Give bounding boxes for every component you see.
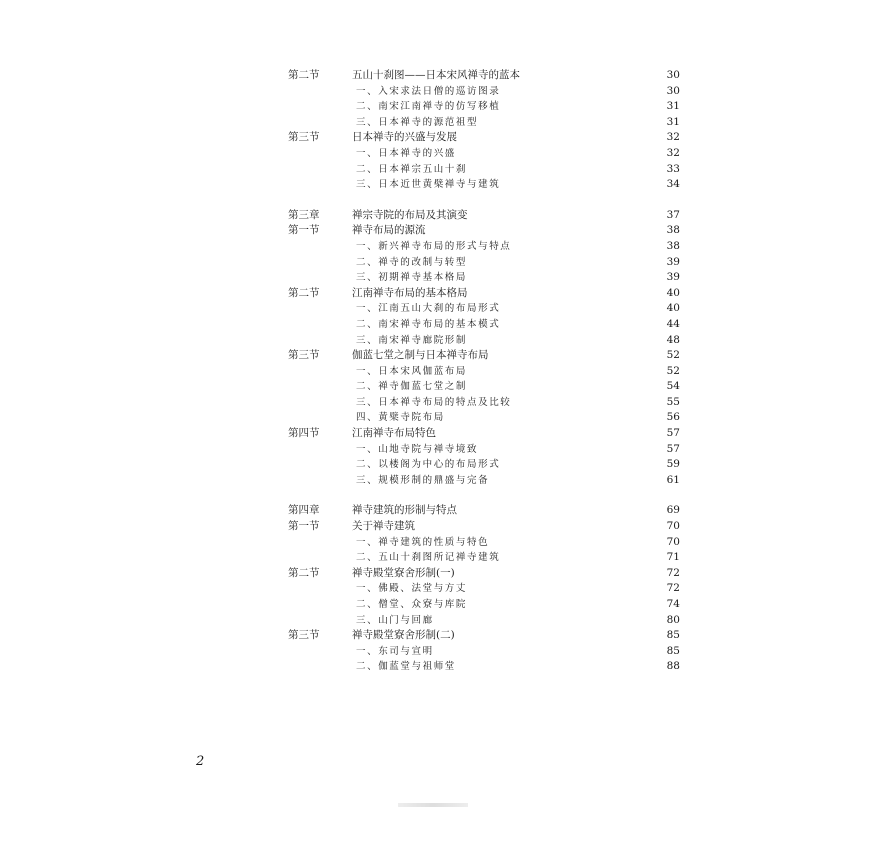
- toc-page-number: 70: [666, 535, 680, 548]
- toc-sub-title: 一、日本禅寺的兴盛: [356, 147, 456, 159]
- toc-page-number: 61: [666, 473, 680, 486]
- toc-sub-row: [288, 644, 680, 660]
- toc-sub-title: 一、新兴禅寺布局的形式与特点: [356, 240, 512, 252]
- toc-sub-row: [288, 146, 680, 162]
- toc-section-title: 禅寺布局的源流: [352, 224, 426, 237]
- toc-sub-title: 三、南宋禅寺廊院形制: [356, 334, 468, 346]
- toc-page-number: 52: [666, 364, 680, 377]
- toc-chapter-title: 禅宗寺院的布局及其演变: [352, 208, 468, 221]
- toc-sub-title: 一、东司与宣明: [356, 645, 434, 657]
- toc-page-number: 39: [666, 255, 680, 268]
- toc-section-row: [288, 68, 680, 84]
- toc-page-number: 31: [666, 115, 680, 128]
- toc-page-number: 80: [666, 613, 680, 626]
- toc-section-title: 禅寺殿堂寮舍形制(一): [352, 566, 455, 579]
- toc-sub-row: [288, 177, 680, 193]
- toc-sub-row: [288, 473, 680, 489]
- toc-section-label: 第三节: [288, 349, 320, 362]
- toc-section-label: 第一节: [288, 224, 320, 237]
- toc-section-row: [288, 426, 680, 442]
- toc-sub-title: 一、日本宋风伽蓝布局: [356, 365, 468, 377]
- toc-sub-row: [288, 84, 680, 100]
- toc-section-row: [288, 130, 680, 146]
- toc-sub-title: 一、禅寺建筑的性质与特色: [356, 536, 490, 548]
- toc-section-title: 日本禅寺的兴盛与发展: [352, 131, 457, 144]
- toc-page-number: 71: [666, 551, 680, 564]
- toc-page-number: 31: [666, 100, 680, 113]
- toc-sub-title: 二、僧堂、众寮与库院: [356, 599, 468, 610]
- toc-page-number: 74: [666, 598, 680, 610]
- toc-page-number: 30: [666, 69, 680, 81]
- toc-page-number: 40: [666, 286, 680, 299]
- toc-sub-title: 三、日本禅寺布局的特点及比较: [356, 396, 512, 408]
- toc-page-number: 69: [666, 504, 680, 517]
- toc-sub-row: [288, 301, 680, 317]
- toc-section-row: [288, 286, 680, 302]
- toc-chapter-label: 第四章: [288, 504, 320, 517]
- toc-page-number: 52: [666, 349, 680, 362]
- toc-sub-title: 一、入宋求法日僧的巡访图录: [356, 85, 501, 97]
- toc-section-title: 江南禅寺布局特色: [352, 427, 436, 440]
- toc-page-number: 32: [666, 131, 680, 144]
- toc-page-number: 57: [666, 427, 680, 440]
- toc-section-row: [288, 519, 680, 535]
- toc-page-number: 55: [666, 395, 680, 408]
- toc-sub-row: [288, 410, 680, 426]
- toc-section-label: 第一节: [288, 520, 320, 533]
- toc-sub-row: [288, 535, 680, 551]
- toc-sub-title: 一、佛殿、法堂与方丈: [356, 583, 468, 595]
- toc-page-number: 40: [666, 302, 680, 315]
- toc-page-number: 54: [666, 380, 680, 393]
- toc-section-row: [288, 348, 680, 364]
- toc-section-title: 关于禅寺建筑: [352, 520, 415, 533]
- toc-page-number: 39: [666, 271, 680, 284]
- toc-sub-title: 一、江南五山大刹的布局形式: [356, 303, 501, 315]
- toc-sub-row: [288, 550, 680, 566]
- scan-smudge: [398, 803, 468, 807]
- toc-section-label: 第三节: [288, 629, 320, 642]
- toc-page-number: 85: [666, 629, 680, 642]
- toc-sub-row: [288, 333, 680, 349]
- page-number: 2: [196, 754, 205, 769]
- toc-sub-row: [288, 255, 680, 271]
- toc-section-label: 第二节: [288, 69, 320, 81]
- toc-page-number: 85: [666, 644, 680, 657]
- toc-page-number: 70: [666, 520, 680, 533]
- toc-page-number: 56: [666, 411, 680, 424]
- toc-page-number: 59: [666, 458, 680, 471]
- toc-page-number: 88: [666, 660, 680, 673]
- toc-sub-row: [288, 270, 680, 286]
- toc-sub-row: [288, 115, 680, 131]
- toc-sub-title: 三、山门与回廊: [356, 614, 434, 626]
- toc-chapter-label: 第三章: [288, 208, 320, 221]
- toc-page-number: 72: [666, 582, 680, 595]
- toc-sub-title: 二、以楼阁为中心的布局形式: [356, 459, 501, 471]
- toc-sub-title: 二、五山十刹图所记禅寺建筑: [356, 552, 501, 564]
- toc-section-row: [288, 628, 680, 644]
- toc-page-number: 38: [666, 224, 680, 237]
- toc-page-number: 38: [666, 239, 680, 252]
- toc-sub-title: 三、初期禅寺基本格局: [356, 272, 468, 284]
- toc-gap: [288, 488, 680, 503]
- toc-sub-title: 二、禅寺伽蓝七堂之制: [356, 381, 468, 393]
- toc-section-label: 第二节: [288, 566, 320, 579]
- toc-sub-row: [288, 613, 680, 629]
- toc-section-title: 五山十刹图——日本宋风禅寺的蓝本: [352, 69, 520, 81]
- toc-sub-title: 二、南宋江南禅寺的仿写移植: [356, 101, 501, 113]
- toc-chapter-row: [288, 503, 680, 519]
- toc-sub-title: 二、南宋禅寺布局的基本模式: [356, 318, 501, 330]
- toc-chapter-row: [288, 208, 680, 224]
- toc-section-row: [288, 223, 680, 239]
- toc-page-number: 32: [666, 146, 680, 159]
- toc-sub-title: 二、禅寺的改制与转型: [356, 256, 468, 268]
- toc-section-title: 伽蓝七堂之制与日本禅寺布局: [352, 349, 489, 362]
- toc-page-number: 72: [666, 566, 680, 579]
- toc-sub-title: 三、日本近世黄檗禅寺与建筑: [356, 179, 501, 191]
- toc-sub-row: [288, 379, 680, 395]
- toc-sub-title: 一、山地寺院与禅寺境致: [356, 443, 479, 455]
- toc-sub-row: [288, 581, 680, 597]
- toc-section-label: 第三节: [288, 131, 320, 144]
- toc-sub-row: [288, 99, 680, 115]
- toc-page-number: 48: [666, 333, 680, 346]
- toc-sub-row: [288, 395, 680, 411]
- toc-sub-row: [288, 442, 680, 458]
- toc-sub-row: [288, 317, 680, 333]
- toc-page-number: 33: [666, 162, 680, 175]
- toc-page-number: 30: [666, 84, 680, 97]
- toc-sub-row: [288, 162, 680, 178]
- toc-section-label: 第二节: [288, 286, 320, 299]
- toc-section-label: 第四节: [288, 427, 320, 440]
- toc-page-number: 44: [666, 317, 680, 330]
- toc-sub-row: [288, 597, 680, 613]
- toc-section-title: 禅寺殿堂寮舍形制(二): [352, 629, 455, 642]
- toc-sub-row: [288, 457, 680, 473]
- table-of-contents: [288, 68, 680, 675]
- toc-sub-title: 三、日本禅寺的源范祖型: [356, 116, 479, 128]
- toc-sub-title: 二、伽蓝堂与祖师堂: [356, 661, 456, 673]
- toc-gap: [288, 193, 680, 208]
- toc-sub-title: 四、黄檗寺院布局: [356, 412, 445, 424]
- toc-page-number: 37: [666, 208, 680, 221]
- toc-sub-row: [288, 364, 680, 380]
- toc-sub-row: [288, 659, 680, 675]
- toc-section-row: [288, 566, 680, 582]
- toc-chapter-title: 禅寺建筑的形制与特点: [352, 504, 457, 517]
- toc-sub-row: [288, 239, 680, 255]
- toc-page-number: 57: [666, 442, 680, 455]
- toc-sub-title: 三、规模形制的鼎盛与完备: [356, 474, 490, 486]
- toc-section-title: 江南禅寺布局的基本格局: [352, 286, 468, 299]
- toc-sub-title: 二、日本禅宗五山十刹: [356, 163, 468, 175]
- toc-page-number: 34: [666, 178, 680, 191]
